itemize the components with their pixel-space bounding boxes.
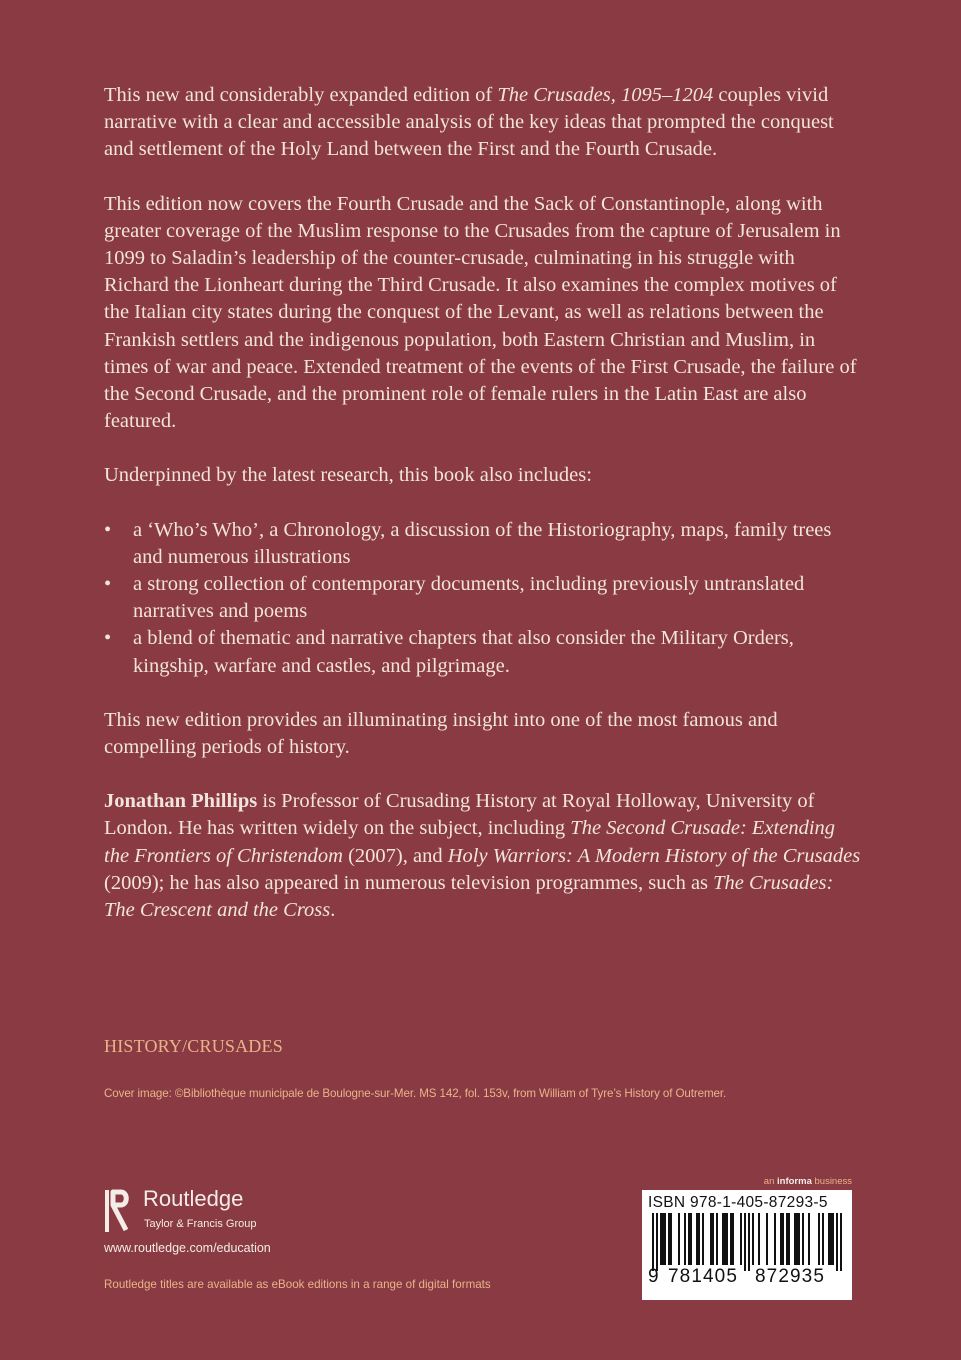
publisher-group: Taylor & Francis Group	[144, 1218, 257, 1230]
barcode-bar	[758, 1213, 760, 1265]
barcode-bar	[710, 1213, 712, 1265]
barcode-digit-lead: 9	[648, 1266, 659, 1287]
barcode-bar	[656, 1213, 658, 1271]
barcode-digits-right: 872935	[755, 1266, 826, 1287]
barcode-bar	[782, 1213, 784, 1265]
isbn-label: ISBN 978-1-405-87293-5	[648, 1194, 828, 1211]
barcode-bar	[732, 1213, 734, 1265]
publisher-block	[104, 1188, 364, 1238]
includes-intro: Underpinned by the latest research, this book also includes:	[104, 464, 592, 487]
barcode-bar	[652, 1213, 654, 1271]
author-bio-text: is Professor of Crusading History at Royal Holloway, University of London. He has written widely on the subject, including	[104, 790, 815, 840]
barcode-bar	[722, 1213, 724, 1265]
barcode-bar	[696, 1213, 698, 1265]
barcode-bar	[822, 1213, 824, 1265]
barcode-bar	[796, 1213, 798, 1265]
barcode-bar	[818, 1213, 820, 1265]
feature-item: • a blend of thematic and narrative chapters that also consider the Military Orders, kingship, warfare and castles, and pilgrimage.	[104, 625, 864, 679]
barcode-bar	[830, 1213, 832, 1265]
barcode-bar	[788, 1213, 790, 1265]
barcode-bar	[752, 1213, 754, 1265]
cover-image-credit: Cover image: ©Bibliothèque municipale de Boulogne-sur-Mer. MS 142, fol. 153v, from William of Tyre’s History of Outremer.	[104, 1087, 727, 1100]
ebook-note: Routledge titles are available as eBook editions in a range of digital formats	[104, 1278, 491, 1291]
informa-prefix: an	[763, 1176, 778, 1187]
intro-text-cont: couples vivid narrative with a clear and accessible analysis of the key ideas that prompted the conquest and settlement of the Holy Land between the First and the Fourth Crusade.	[104, 84, 834, 161]
barcode-bar	[730, 1213, 732, 1265]
author-book-title: The Second Crusade: Extending the Frontiers of Christendom	[104, 817, 836, 867]
routledge-logo-icon	[104, 1188, 134, 1234]
barcode-bar	[828, 1213, 830, 1265]
subject-category: HISTORY/CRUSADES	[104, 1036, 283, 1056]
barcode-digits-left: 781405	[668, 1266, 739, 1287]
barcode-bars	[648, 1213, 846, 1271]
barcode-bar	[702, 1213, 704, 1265]
author-bio-text: (2009); he has also appeared in numerous television programmes, such as	[104, 871, 714, 894]
barcode-bar	[780, 1213, 782, 1265]
barcode-bar	[670, 1213, 672, 1265]
intro-paragraph	[104, 82, 864, 164]
author-book-title: Holy Warriors: A Modern History of the Crusades	[447, 844, 861, 867]
author-name: Jonathan Phillips	[104, 790, 258, 813]
barcode-bar	[798, 1213, 800, 1265]
barcode-bar	[698, 1213, 700, 1265]
book-title: The Crusades, 1095–1204	[497, 84, 714, 106]
barcode-bar	[840, 1213, 842, 1271]
informa-tagline	[752, 1176, 852, 1187]
barcode-bar	[678, 1213, 680, 1265]
author-bio	[104, 788, 864, 924]
feature-item: • a strong collection of contemporary documents, including previously untranslated narratives and poems	[104, 571, 864, 625]
publisher-url: www.routledge.com/education	[104, 1241, 271, 1255]
barcode-bar	[712, 1213, 714, 1265]
barcode-bar	[726, 1213, 728, 1265]
isbn-barcode	[642, 1190, 852, 1300]
informa-suffix: business	[811, 1176, 852, 1187]
author-bio-text: (2007), and	[342, 844, 448, 867]
informa-brand: informa	[777, 1176, 812, 1187]
features-list	[104, 517, 864, 680]
barcode-bar	[688, 1213, 690, 1265]
barcode-bar	[690, 1213, 692, 1265]
barcode-bar	[724, 1213, 726, 1265]
barcode-bar	[748, 1213, 750, 1271]
back-cover-blurb	[104, 82, 864, 951]
barcode-bar	[660, 1213, 662, 1265]
barcode-bar	[744, 1213, 746, 1271]
conclusion-paragraph: This new edition provides an illuminating insight into one of the most famous and compelling periods of history.	[104, 708, 778, 759]
barcode-bar	[664, 1213, 666, 1265]
barcode-bar	[786, 1213, 788, 1265]
barcode-bar	[740, 1213, 742, 1265]
coverage-paragraph: This edition now covers the Fourth Crusade and the Sack of Constantinople, along with greater coverage of the Muslim response to the Crusades from the capture of Jerusalem in 1099 to Saladin’s leadership of the counter-crusade, culminating in his struggle with Richard the Lionheart during the Third Crusade. It also examines the complex motives of the Italian city states during the conquest of the Levant, as well as relations between the Frankish settlers and the indigenous population, both Eastern Christian and Muslim, in times of war and peace. Extended treatment of the events of the First Crusade, the failure of the Second Crusade, and the prominent role of female rulers in the Latin East are also featured.	[104, 192, 857, 433]
feature-item: • a ‘Who’s Who’, a Chronology, a discussion of the Historiography, maps, family trees and numerous illustrations	[104, 517, 864, 571]
barcode-bar	[668, 1213, 670, 1265]
barcode-bar	[766, 1213, 768, 1265]
publisher-name: Routledge	[143, 1186, 244, 1211]
barcode-bar	[802, 1213, 804, 1265]
barcode-bar	[832, 1213, 834, 1265]
barcode-bar	[794, 1213, 796, 1265]
barcode-bar	[774, 1213, 776, 1265]
barcode-bar	[716, 1213, 718, 1265]
barcode-bar	[808, 1213, 810, 1265]
barcode-bar	[684, 1213, 686, 1265]
author-bio-text: .	[330, 899, 336, 922]
tv-programme-title: The Crusades: The Crescent and the Cross	[104, 871, 834, 922]
intro-text: This new and considerably expanded edition of	[104, 84, 498, 106]
barcode-bar	[662, 1213, 664, 1265]
barcode-bar	[836, 1213, 838, 1271]
